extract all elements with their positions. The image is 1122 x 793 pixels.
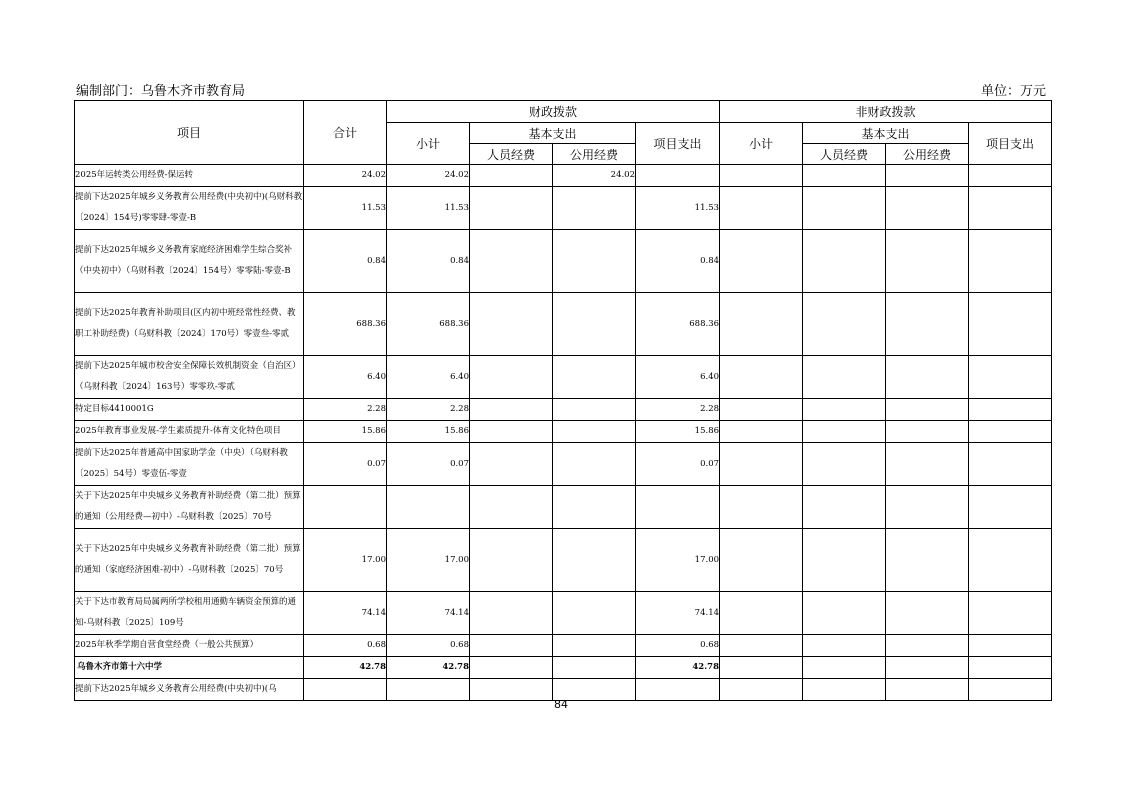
row-item-name: 提前下达2025年城乡义务教育公用经费(中央初中)(乌财科教〔2024〕154号)零零肆-零壹-B [75,187,304,230]
table-body [75,165,1052,701]
row-fiscal-subtotal: 17.00 [387,529,470,592]
row-fiscal-subtotal [387,486,470,529]
col-header-item: 项目 [75,101,304,165]
row-nonfiscal-public [886,443,969,486]
row-fiscal-project: 0.84 [636,230,720,293]
row-item-name: 2025年运转类公用经费-保运转 [75,165,304,187]
row-nonfiscal-personnel [803,421,886,443]
row-nonfiscal-project [969,486,1052,529]
col-header-fiscal-project: 项目支出 [636,123,720,165]
row-fiscal-public [553,657,636,679]
col-header-nonfiscal-personnel: 人员经费 [803,144,886,165]
row-total [304,486,387,529]
row-fiscal-project: 688.36 [636,293,720,356]
row-nonfiscal-subtotal [720,293,803,356]
row-fiscal-public [553,293,636,356]
row-item-name: 关于下达2025年中央城乡义务教育补助经费（第二批）预算的通知（公用经费—初中）-乌财科教〔2025〕70号 [75,486,304,529]
unit-label: 单位：万元 [980,84,1046,99]
row-nonfiscal-public [886,657,969,679]
row-fiscal-public [553,592,636,635]
row-nonfiscal-subtotal [720,356,803,399]
row-fiscal-subtotal: 688.36 [387,293,470,356]
col-header-nonfiscal-public: 公用经费 [886,144,969,165]
row-nonfiscal-public [886,486,969,529]
row-total: 74.14 [304,592,387,635]
row-fiscal-subtotal: 15.86 [387,421,470,443]
row-nonfiscal-public [886,356,969,399]
row-fiscal-public [553,230,636,293]
row-nonfiscal-personnel [803,165,886,187]
row-nonfiscal-subtotal [720,443,803,486]
row-fiscal-public [553,356,636,399]
table-row [75,529,1052,592]
row-nonfiscal-project [969,230,1052,293]
row-nonfiscal-project [969,592,1052,635]
table-row [75,592,1052,635]
row-fiscal-personnel [470,421,553,443]
table-row [75,187,1052,230]
row-total: 2.28 [304,399,387,421]
row-nonfiscal-public [886,187,969,230]
row-nonfiscal-project [969,421,1052,443]
table-row [75,230,1052,293]
row-nonfiscal-public [886,421,969,443]
row-fiscal-project: 74.14 [636,592,720,635]
row-fiscal-personnel [470,443,553,486]
row-fiscal-personnel [470,635,553,657]
row-nonfiscal-personnel [803,443,886,486]
row-fiscal-subtotal: 6.40 [387,356,470,399]
row-fiscal-public [553,421,636,443]
row-nonfiscal-public [886,635,969,657]
table-row [75,356,1052,399]
row-nonfiscal-personnel [803,293,886,356]
row-nonfiscal-personnel [803,529,886,592]
row-fiscal-project: 0.07 [636,443,720,486]
row-fiscal-project: 11.53 [636,187,720,230]
row-fiscal-personnel [470,356,553,399]
row-fiscal-project [636,486,720,529]
budget-table [74,100,1052,701]
table-row [75,421,1052,443]
row-nonfiscal-personnel [803,230,886,293]
row-fiscal-project: 6.40 [636,356,720,399]
row-fiscal-public [553,399,636,421]
row-item-name: 关于下达市教育局局属两所学校租用通勤车辆资金预算的通知-乌财科教〔2025〕109号 [75,592,304,635]
row-nonfiscal-project [969,187,1052,230]
row-nonfiscal-project [969,635,1052,657]
row-fiscal-subtotal: 2.28 [387,399,470,421]
row-fiscal-subtotal: 0.07 [387,443,470,486]
row-nonfiscal-personnel [803,356,886,399]
row-fiscal-subtotal: 11.53 [387,187,470,230]
row-item-name: 关于下达2025年中央城乡义务教育补助经费（第二批）预算的通知（家庭经济困难-初中）-乌财科教〔2025〕70号 [75,529,304,592]
row-nonfiscal-public [886,529,969,592]
table-row-subtotal [75,657,1052,679]
row-nonfiscal-personnel [803,399,886,421]
row-nonfiscal-project [969,293,1052,356]
row-fiscal-personnel [470,399,553,421]
row-nonfiscal-subtotal [720,421,803,443]
page-number: 84 [554,698,568,711]
row-total: 0.68 [304,635,387,657]
row-fiscal-project: 17.00 [636,529,720,592]
row-nonfiscal-subtotal [720,635,803,657]
row-nonfiscal-public [886,230,969,293]
row-fiscal-project: 42.78 [636,657,720,679]
row-nonfiscal-subtotal [720,187,803,230]
row-fiscal-subtotal: 74.14 [387,592,470,635]
row-fiscal-subtotal: 24.02 [387,165,470,187]
group-header-fiscal: 财政拨款 [387,101,720,123]
row-nonfiscal-subtotal [720,657,803,679]
table-row [75,635,1052,657]
row-fiscal-personnel [470,529,553,592]
row-nonfiscal-subtotal [720,592,803,635]
row-item-name: 2025年秋季学期自营食堂经费（一般公共预算） [75,635,304,657]
row-fiscal-public [553,187,636,230]
table-row [75,443,1052,486]
row-nonfiscal-subtotal [720,165,803,187]
row-total: 17.00 [304,529,387,592]
row-item-name: 提前下达2025年城乡义务教育公用经费(中央初中)(乌 [75,679,304,701]
col-header-fiscal-personnel: 人员经费 [470,144,553,165]
row-fiscal-public: 24.02 [553,165,636,187]
row-item-name: 提前下达2025年城乡义务教育家庭经济困难学生综合奖补（中央初中）（乌财科教〔2024〕154号）零零陆-零壹-B [75,230,304,293]
row-nonfiscal-project [969,356,1052,399]
row-total: 0.07 [304,443,387,486]
row-nonfiscal-subtotal [720,399,803,421]
col-header-nonfiscal-subtotal: 小计 [720,123,803,165]
row-fiscal-project [636,165,720,187]
row-fiscal-subtotal: 0.68 [387,635,470,657]
row-item-name: 提前下达2025年教育补助项目(区内初中班经常性经费、教职工补助经费)（乌财科教〔2024〕170号）零壹叁-零贰 [75,293,304,356]
row-fiscal-subtotal: 0.84 [387,230,470,293]
row-fiscal-personnel [470,486,553,529]
row-total: 0.84 [304,230,387,293]
row-nonfiscal-project [969,443,1052,486]
row-nonfiscal-subtotal [720,529,803,592]
row-fiscal-personnel [470,293,553,356]
row-fiscal-personnel [470,230,553,293]
row-total: 24.02 [304,165,387,187]
col-header-fiscal-basic: 基本支出 [470,123,636,144]
row-total: 6.40 [304,356,387,399]
row-nonfiscal-project [969,399,1052,421]
table-row [75,486,1052,529]
table-row [75,165,1052,187]
col-header-nonfiscal-project: 项目支出 [969,123,1052,165]
row-fiscal-project: 0.68 [636,635,720,657]
row-total: 11.53 [304,187,387,230]
row-fiscal-project: 2.28 [636,399,720,421]
row-nonfiscal-public [886,293,969,356]
row-item-name: 提前下达2025年普通高中国家助学金（中央）（乌财科教〔2025〕54号）零壹伍-零壹 [75,443,304,486]
row-nonfiscal-personnel [803,187,886,230]
col-header-fiscal-public: 公用经费 [553,144,636,165]
row-nonfiscal-project [969,657,1052,679]
row-item-name: 提前下达2025年城市校舍安全保障长效机制资金（自治区）（乌财科教〔2024〕163号）零零玖-零贰 [75,356,304,399]
col-header-total: 合计 [304,101,387,165]
row-total: 688.36 [304,293,387,356]
row-fiscal-subtotal: 42.78 [387,657,470,679]
row-nonfiscal-personnel [803,592,886,635]
row-nonfiscal-project [969,165,1052,187]
row-item-name: 特定目标4410001G [75,399,304,421]
row-item-name: 乌鲁木齐市第十六中学 [75,657,304,679]
col-header-fiscal-subtotal: 小计 [387,123,470,165]
row-total: 42.78 [304,657,387,679]
row-fiscal-personnel [470,187,553,230]
row-fiscal-public [553,443,636,486]
row-nonfiscal-public [886,592,969,635]
row-nonfiscal-personnel [803,486,886,529]
row-nonfiscal-public [886,399,969,421]
row-nonfiscal-subtotal [720,230,803,293]
row-fiscal-personnel [470,657,553,679]
row-fiscal-public [553,486,636,529]
row-nonfiscal-personnel [803,635,886,657]
row-nonfiscal-subtotal [720,486,803,529]
department-label: 编制部门：乌鲁木齐市教育局 [76,84,246,99]
row-item-name: 2025年教育事业发展-学生素质提升-体育文化特色项目 [75,421,304,443]
row-nonfiscal-personnel [803,657,886,679]
row-nonfiscal-public [886,165,969,187]
row-total: 15.86 [304,421,387,443]
table-row [75,293,1052,356]
row-fiscal-public [553,529,636,592]
row-fiscal-personnel [470,592,553,635]
row-fiscal-public [553,635,636,657]
row-fiscal-project: 15.86 [636,421,720,443]
row-fiscal-personnel [470,165,553,187]
group-header-nonfiscal: 非财政拨款 [720,101,1052,123]
table-row [75,399,1052,421]
row-nonfiscal-project [969,529,1052,592]
col-header-nonfiscal-basic: 基本支出 [803,123,969,144]
